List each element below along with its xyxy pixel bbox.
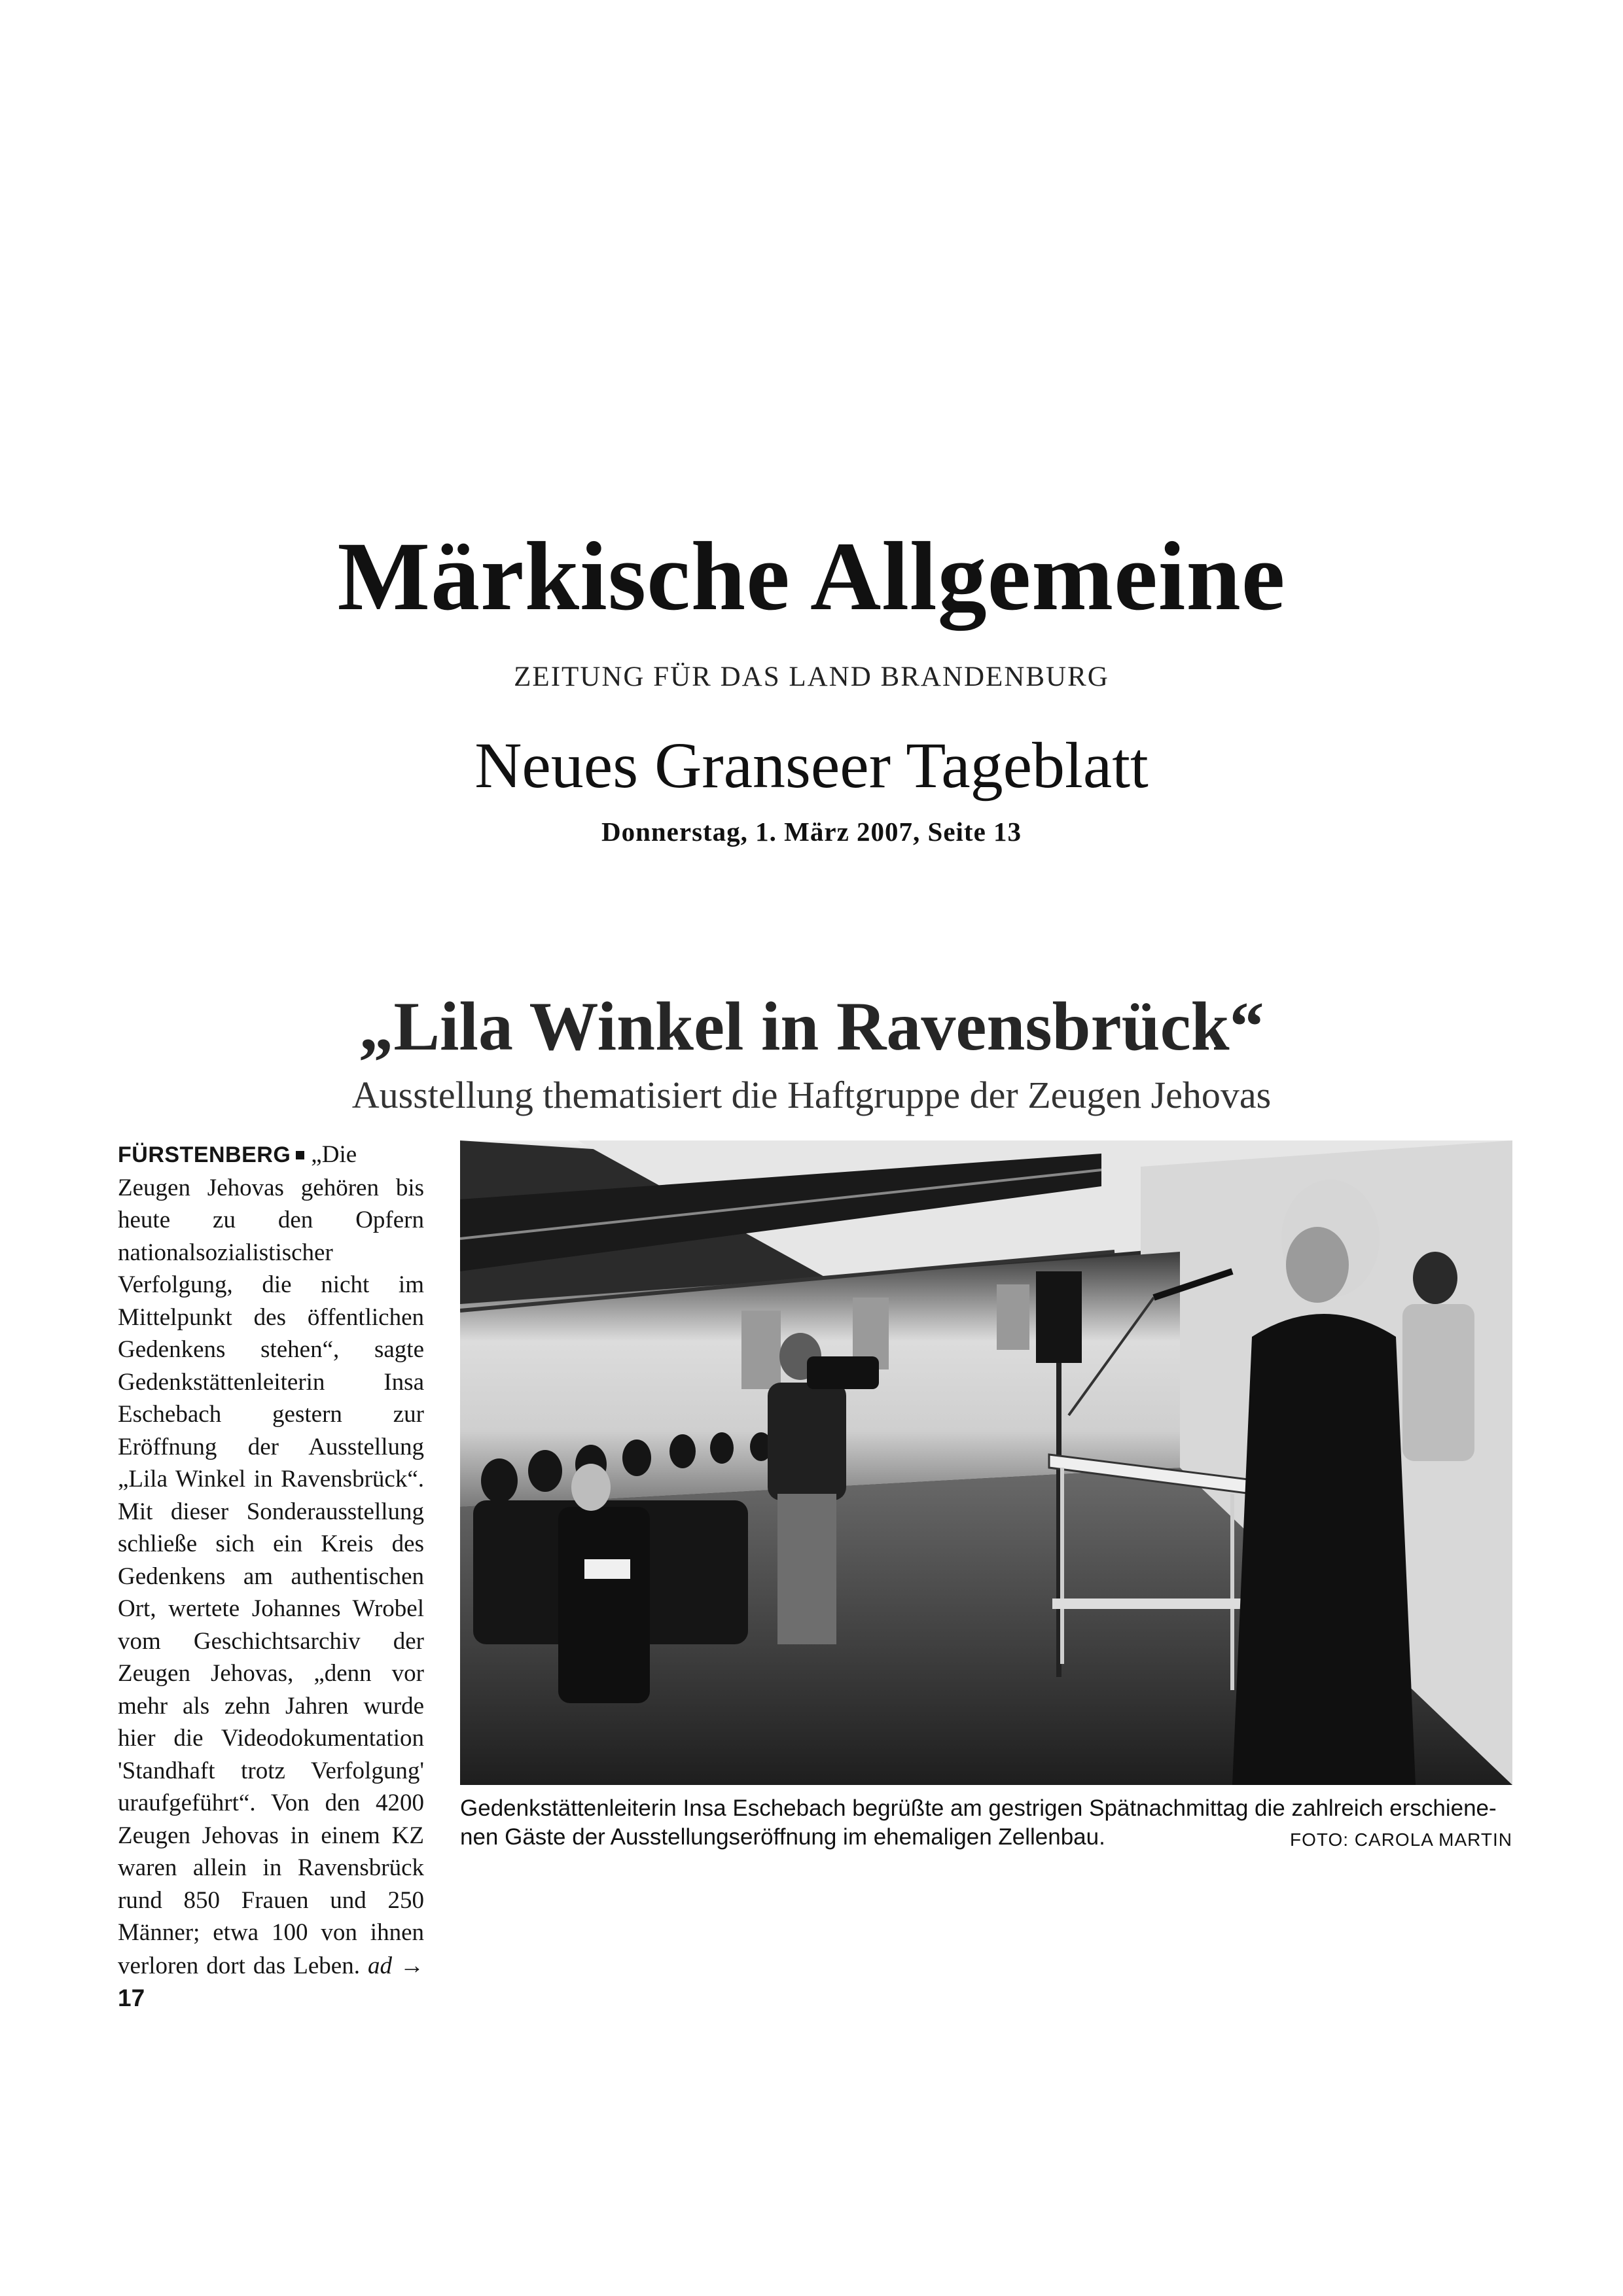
newspaper-name: Märkische Allgemeine — [337, 522, 1286, 631]
article-location: FÜRSTENBERG — [118, 1142, 291, 1167]
article-body — [118, 1139, 424, 2015]
issue-dateline: Donnerstag, 1. März 2007, Seite 13 — [601, 817, 1022, 847]
article-subheadline: Ausstellung thematisiert die Haftgruppe der Zeugen Jehovas — [351, 1074, 1272, 1116]
photo-caption-line-2: nen Gäste der Ausstellungseröffnung im ehemaligen Zellenbau. — [460, 1824, 1105, 1850]
photo-caption — [460, 1794, 1512, 1852]
article-photo — [460, 1140, 1512, 1785]
newspaper-tagline: ZEITUNG FÜR DAS LAND BRANDENBURG — [514, 662, 1109, 692]
article-headline: „Lila Winkel in Ravensbrück“ — [359, 988, 1264, 1065]
local-edition-name: Neues Granseer Tageblatt — [474, 729, 1149, 802]
exhibition-photo-illustration — [460, 1140, 1512, 1785]
photo-credit: FOTO: CAROLA MARTIN — [1289, 1829, 1512, 1850]
photo-caption-line-1: Gedenkstättenleiterin Insa Eschebach begrüßte am gestrigen Spätnachmittag die zahlreich erschiene- — [460, 1795, 1497, 1821]
article-text: „Die Zeugen Jehovas gehören bis heute zu den Opfern nationalsozialistischer Verfolgung, die nicht im Mittelpunkt des öffentlichen Gedenkens stehen“, sagte Gedenkstättenleiterin Insa Eschebach gestern zur Eröffnung der Ausstellung „Lila Winkel in Ravensbrück“. Mit dieser Sonderausstellung schließe sich ein Kreis des Gedenkens am authentischen Ort, wertete Johannes Wrobel vom Geschichtsarchiv der Zeugen Jehovas, „denn vor mehr als zehn Jahren wurde hier die Videodokumentation 'Standhaft trotz Verfolgung' uraufgeführt“. Von den 4200 Zeugen Jehovas in einem KZ waren allein in Ravensbrück rund 850 Frauen und 250 Männer; etwa 100 von ihnen verloren dort das Leben. — [118, 1141, 424, 1979]
continuation-reference: → 17 — [118, 1951, 425, 2011]
article-author: ad — [367, 1952, 392, 1979]
bullet-icon — [296, 1151, 304, 1159]
